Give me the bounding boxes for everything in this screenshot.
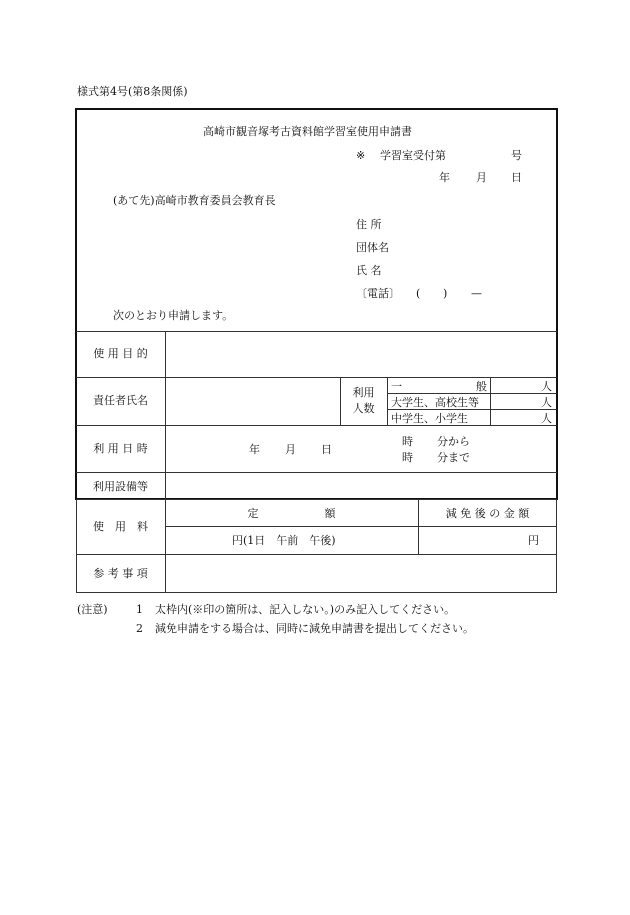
divider-person-top: [76, 377, 557, 378]
purpose-label: 使 用 目 的: [93, 347, 148, 360]
fee-reduced-header: 減 免 後 の 金 額: [445, 507, 530, 520]
usage-date-day: 日: [321, 443, 332, 456]
phone-paren-close: ): [443, 287, 448, 300]
fee-label: 使 用 料: [93, 520, 148, 533]
fee-reduced-value: 円: [528, 534, 539, 547]
users-label-line2: 人数: [352, 402, 375, 415]
phone-dash: —: [471, 287, 482, 300]
note-2-text: 減免申請をする場合は、同時に減免申請書を提出してください。: [155, 622, 474, 635]
user-unit-school: 人: [541, 412, 552, 425]
phone-label: 〔電話〕: [356, 287, 400, 300]
divider-equipment-top: [76, 472, 557, 473]
users-row-2-divider: [387, 409, 557, 410]
user-unit-college: 人: [541, 396, 552, 409]
remarks-label: 参 考 事 項: [93, 567, 148, 580]
users-type-divider: [387, 377, 388, 425]
users-label-line1: 利用: [352, 386, 375, 399]
users-row-1-divider: [387, 393, 557, 394]
remarks-top-divider: [76, 554, 557, 555]
person-in-charge-label: 責任者氏名: [93, 394, 148, 407]
user-unit-general: 人: [541, 380, 552, 393]
request-text: 次のとおり申請します。: [113, 309, 234, 322]
reception-mark: ※: [356, 149, 366, 162]
form-title: 高崎市観音塚考古資料館学習室使用申請書: [203, 125, 412, 138]
date-month-label: 月: [476, 171, 487, 184]
date-day-label: 日: [511, 171, 522, 184]
equipment-label: 利用設備等: [93, 480, 148, 493]
time-from-hour: 時: [402, 435, 413, 448]
usage-date-month: 月: [285, 443, 296, 456]
form-number: 様式第4号(第8条関係): [77, 85, 188, 98]
reception-suffix: 号: [511, 149, 522, 162]
users-count-divider: [490, 377, 491, 425]
note-2-number: 2: [136, 622, 143, 635]
user-type-general-right: 般: [476, 380, 487, 393]
address-label: 住 所: [356, 218, 382, 231]
usage-date-year: 年: [249, 443, 260, 456]
divider-purpose-top: [76, 331, 557, 332]
fee-header-divider: [165, 526, 557, 527]
note-1-number: 1: [136, 603, 143, 616]
phone-paren-open: (: [416, 287, 421, 300]
fee-fixed-value: 円(1日 午前 午後): [232, 534, 336, 547]
time-from-min: 分から: [437, 435, 470, 448]
notes-label: (注意): [77, 603, 108, 616]
datetime-label: 利 用 日 時: [93, 442, 148, 455]
user-type-school: 中学生、小学生: [391, 412, 468, 425]
reception-label: 学習室受付第: [380, 149, 446, 162]
user-type-college: 大学生、高校生等: [391, 396, 479, 409]
group-label: 団体名: [356, 241, 389, 254]
users-left-divider: [340, 377, 341, 425]
divider-datetime-top: [76, 425, 557, 426]
time-to-min: 分まで: [437, 451, 470, 464]
user-type-general-left: 一: [391, 380, 402, 393]
note-1-text: 太枠内(※印の箇所は、記入しない。)のみ記入してください。: [155, 603, 456, 616]
name-label: 氏 名: [356, 264, 382, 277]
fee-fixed-header: 定 額: [247, 507, 336, 520]
date-year-label: 年: [439, 171, 450, 184]
addressee: (あて先)高崎市教育委員会教育長: [113, 194, 276, 207]
time-to-hour: 時: [402, 451, 413, 464]
